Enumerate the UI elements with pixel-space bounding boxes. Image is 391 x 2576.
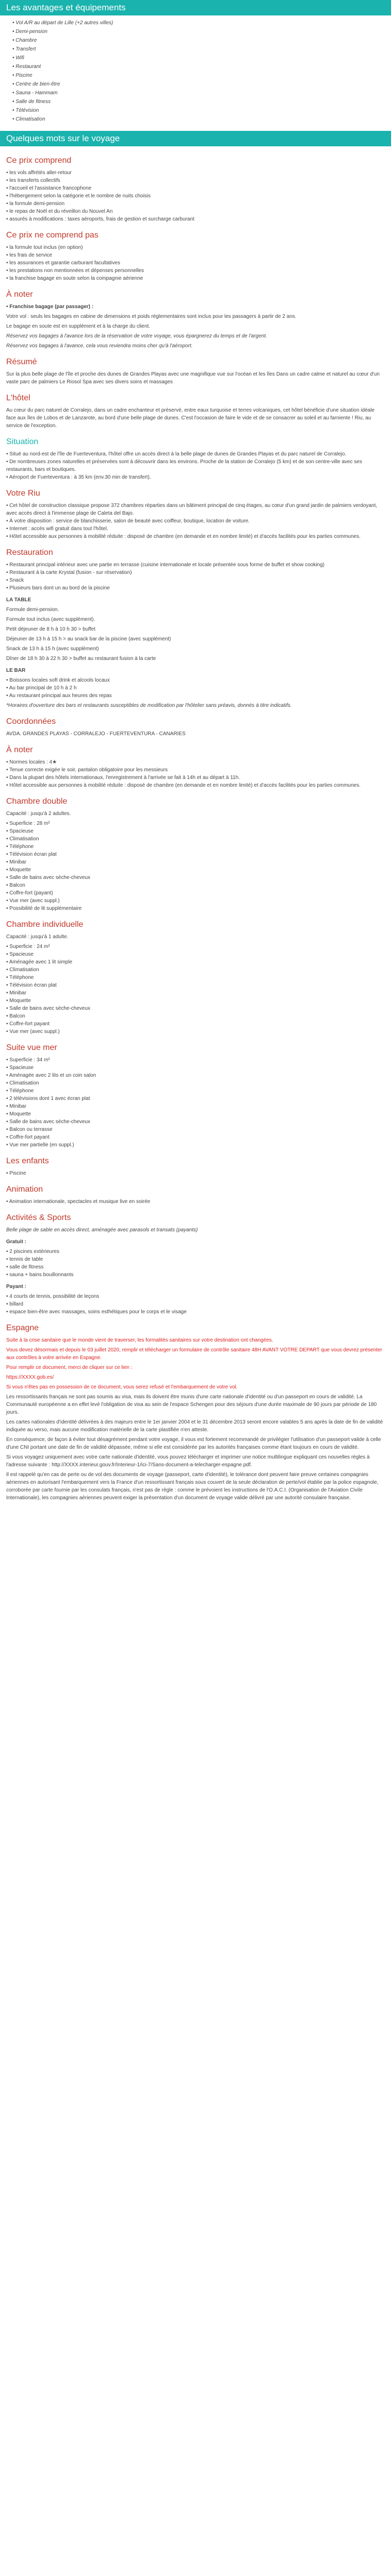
a-noter-1-title: À noter xyxy=(6,290,33,299)
table-line: Snack de 13 h à 15 h (avec supplément) xyxy=(6,646,99,652)
chambre-individuelle-list xyxy=(6,943,385,1036)
suite-vue-mer-title: Suite vue mer xyxy=(6,1043,57,1052)
a-noter-1-line: Réservez vos bagages à l'avance lors de la réservation de votre voyage, vous épargnerez du temps et de l'argent. xyxy=(6,333,267,339)
formalites-paragraph: Il est rappelé qu'en cas de perte ou de vol des documents de voyage (passeport, carte d'identité), le tolérance dont peuvent faire preuve certaines compagnies aériennes en autorisant l'embarquement vers la France d'un ressortissant français sous couvert de la seule déclaration de perte/vol établie par la police espagnole, corroborée par carte fournie par les consulats français, n'est pas de règle : comme le prévoient les instructions de l'O.A.C.I. (Organisation de l'Aviation Civile Internationale), les compagnies aériennes peuvent exiger la présentation d'un document de voyage valide délivré par une autorité consulaire française. xyxy=(6,1472,379,1501)
hotel-title: L'hôtel xyxy=(6,394,30,402)
prix-comprend-list xyxy=(6,169,385,223)
list-item: • Aménagée avec 2 lits et un coin salon xyxy=(6,1072,385,1079)
list-item: • les assurances et garantie carburant facultatives xyxy=(6,259,385,267)
a-noter-2-title: À noter xyxy=(6,745,33,754)
list-item: • Animation internationale, spectacles et musique live en soirée xyxy=(6,1198,385,1206)
espagne-title: Espagne xyxy=(6,1324,39,1332)
animation-list xyxy=(6,1198,385,1206)
list-item: • Dans la plupart des hôtels internationaux, l'enregistrement à l'arrivée se fait à 14h et au départ à 11h. xyxy=(6,774,385,782)
advantage-item: • Demi-pension xyxy=(12,27,391,36)
covid-notice: Suite à la crise sanitaire que le monde vient de traverser, les formalités sanitaires sur votre destination ont changées. xyxy=(6,1337,273,1343)
enfants-title: Les enfants xyxy=(6,1157,49,1165)
list-item: • Snack xyxy=(6,577,385,584)
advantage-item: • Climatisation xyxy=(12,115,391,124)
list-item: • Climatisation xyxy=(6,1079,385,1087)
advantage-item: • Sauna - Hammam xyxy=(12,89,391,97)
list-item: • 2 piscines extérieures xyxy=(6,1248,385,1256)
formalites-paragraph: Les ressortissants français ne sont pas soumis au visa, mais ils doivent être munis d'une carte nationale d'identité ou d'un passeport en cours de validité. La Communauté européenne a en effet levé l'obligation de visa au sein de l'espace Schengen pour des séjours d'une durée maximale de 90 jours par période de 180 jours. xyxy=(6,1394,377,1415)
list-item: • les transferts collectifs xyxy=(6,177,385,184)
list-item: • Télévision écran plat xyxy=(6,981,385,989)
list-item: • Coffre-fort payant xyxy=(6,1133,385,1141)
list-item: • Minibar xyxy=(6,858,385,866)
covid-notice: Vous devez désormais et depuis le 03 juillet 2020, remplir et télécharger un formulaire de contrôle sanitaire 48H AVANT VOTRE DEPART que vous devrez présenter aux contrôles à votre arrivée en Espagne. xyxy=(6,1347,382,1361)
advantage-item: • Vol A/R au départ de Lille (+2 autres villes) xyxy=(12,19,391,27)
advantages-list xyxy=(12,19,391,124)
activites-intro: Belle plage de sable en accès direct, aménagée avec parasols et transats (payants) xyxy=(6,1227,198,1233)
a-noter-2-list xyxy=(6,758,385,789)
restauration-list xyxy=(6,561,385,592)
horaires-note: *Horaires d'ouverture des bars et restaurants susceptibles de modification par l'hôtelier sans préavis, donnés à titre indicatifs. xyxy=(6,703,292,708)
list-item: • sauna + bains bouillonnants xyxy=(6,1271,385,1279)
list-item: • Coffre-fort payant xyxy=(6,1020,385,1028)
advantage-item: • Restaurant xyxy=(12,62,391,71)
list-item: • l'hébergement selon la catégorie et le nombre de nuits choisis xyxy=(6,192,385,200)
list-item: • Salle de bains avec sèche-cheveux xyxy=(6,1118,385,1126)
advantage-item: • Piscine xyxy=(12,71,391,80)
advantage-item: • Salle de fitness xyxy=(12,97,391,106)
list-item: • Balcon xyxy=(6,1012,385,1020)
list-item: • les prestations non mentionnées et dépenses personnelles xyxy=(6,267,385,275)
advantage-item: • Transfert xyxy=(12,45,391,54)
list-item: • Télévision écran plat xyxy=(6,851,385,858)
table-line: Formule demi-pension. xyxy=(6,607,59,613)
advantage-item: • Centre de bien-être xyxy=(12,80,391,89)
animation-title: Animation xyxy=(6,1185,43,1194)
list-item: • salle de fitness xyxy=(6,1263,385,1271)
hotel-text: Au cœur du parc naturel de Corralejo, dans un cadre enchanteur et préservé, entre eaux turquoise et terres volcaniques, cet hôtel bénéficie d'une situation idéale face aux îles de Lobos et de Lanzarote, au bord d'une belle plage de dunes. C'est l'occasion de faire le vide et de se consacrer au soleil et au farniente ! Riu, au service de l'exception. xyxy=(6,408,375,429)
votre-riu-list xyxy=(6,502,385,540)
list-item: • Minibar xyxy=(6,989,385,997)
section-title-voyage: Quelques mots sur le voyage xyxy=(0,131,391,146)
list-item: • assurés à modifications : taxes aéroports, frais de gestion et surcharge carburant xyxy=(6,215,385,223)
votre-riu-title: Votre Riu xyxy=(6,489,40,498)
list-item: • Hôtel accessible aux personnes à mobilité réduite : disposé de chambre (en demande et en nombre limité) et d'accès facilités pour les parties communes. xyxy=(6,533,385,540)
le-bar-list xyxy=(6,676,385,700)
chambre-individuelle-intro: Capacité : jusqu'à 1 adulte. xyxy=(6,934,69,940)
covid-notice: Si vous n'êtes pas en possession de ce document, vous serez refusé et l'embarquement de votre vol. xyxy=(6,1384,238,1390)
table-line: Petit déjeuner de 8 h à 10 h 30 > buffet xyxy=(6,626,96,632)
gratuit-list xyxy=(6,1248,385,1279)
chambre-double-title: Chambre double xyxy=(6,797,68,806)
situation-list xyxy=(6,450,385,481)
list-item: • Salle de bains avec sèche-cheveux xyxy=(6,1005,385,1012)
list-item: • De nombreuses zones naturelles et préservées sont à découvrir dans les environs. Proche de la station de Corralejo (5 km) et de son centre-ville avec ses restaurants, bars et boutiques. xyxy=(6,458,385,473)
table-line: Déjeuner de 13 h à 15 h > au snack bar de la piscine (avec supplément) xyxy=(6,636,171,642)
list-item: • Au restaurant principal aux heures des repas xyxy=(6,692,385,700)
advantage-item: • Chambre xyxy=(12,36,391,45)
list-item: • Vue mer (avec suppl.) xyxy=(6,1028,385,1036)
list-item: • Superficie : 28 m² xyxy=(6,820,385,827)
list-item: • Hôtel accessible aux personnes à mobilité réduite : disposé de chambre (en demande et en nombre limité) et d'accès facilités pour les parties communes. xyxy=(6,782,385,789)
list-item: • billard xyxy=(6,1300,385,1308)
formalites-paragraph: En conséquence, de façon à éviter tout désagrément pendant votre voyage, il vous est fortement recommandé de privilégier l'utilisation d'un passeport valide à celle d'une CNI portant une date de fin de validité dépassée, même si elle est considérée par les autorités françaises comme étant toujours en cours de validité. xyxy=(6,1437,381,1450)
list-item: • 4 courts de tennis, possibilité de leçons xyxy=(6,1293,385,1300)
list-item: • Spacieuse xyxy=(6,951,385,958)
advantages-title: Les avantages et équipements xyxy=(0,0,391,15)
list-item: • Situé au nord-est de l'île de Fuerteventura, l'hôtel offre un accès direct à la belle plage de dunes de Grandes Playas et du parc naturel de Corralejo. xyxy=(6,450,385,458)
list-item: • la formule tout inclus (en option) xyxy=(6,244,385,251)
prix-ne-comprend-title: Ce prix ne comprend pas xyxy=(6,231,99,240)
list-item: • Aménagée avec 1 lit simple xyxy=(6,958,385,966)
main-content xyxy=(0,146,391,1502)
list-item: • Boissons locales soft drink et alcools locaux xyxy=(6,676,385,684)
list-item: • Spacieuse xyxy=(6,827,385,835)
suite-vue-mer-list xyxy=(6,1056,385,1149)
list-item: • Normes locales : 4★ xyxy=(6,758,385,766)
a-noter-1-line: Réservez vos bagages à l'avance, cela vous reviendra moins cher qu'à l'aéroport. xyxy=(6,343,193,349)
restauration-title: Restauration xyxy=(6,548,53,557)
list-item: • les vols affrétés aller-retour xyxy=(6,169,385,177)
list-item: • Téléphone xyxy=(6,1087,385,1095)
a-noter-1-line: Le bagage en soute est en supplément et à la charge du client. xyxy=(6,324,151,329)
list-item: • Aéroport de Fuerteventura : à 35 km (env.30 min de transfert). xyxy=(6,473,385,481)
covid-notice: Pour remplir ce document, merci de cliquer sur ce lien : xyxy=(6,1365,133,1370)
list-item: • Restaurant principal intérieur avec une partie en terrasse (cuisine internationale et locale présentée sous forme de buffet et show cooking) xyxy=(6,561,385,569)
list-item: • Moquette xyxy=(6,997,385,1005)
enfants-list xyxy=(6,1170,385,1177)
prix-ne-comprend-list xyxy=(6,244,385,282)
formalites-paragraph: Les cartes nationales d'identité délivrées à des majeurs entre le 1er janvier 2004 et le 31 décembre 2013 seront encore valables 5 ans après la date de fin de validité indiquée au verso, mais aucune modification matérielle de la carte plastifiée n'en atteste. xyxy=(6,1419,383,1433)
list-item: • Balcon xyxy=(6,882,385,889)
list-item: • Au bar principal de 10 h à 2 h xyxy=(6,684,385,692)
situation-title: Situation xyxy=(6,437,39,446)
list-item: • Cet hôtel de construction classique propose 372 chambres réparties dans un bâtiment principal de cinq étages, au cœur d'un grand jardin de palmiers verdoyant, avec accès direct à l'immense plage de Caleta del Bajo. xyxy=(6,502,385,517)
la-table-lines xyxy=(6,606,385,663)
chambre-individuelle-title: Chambre individuelle xyxy=(6,920,84,929)
le-bar-title: LE BAR xyxy=(6,668,26,673)
coordonnees-title: Coordonnées xyxy=(6,717,56,726)
la-table-title: LA TABLE xyxy=(6,597,31,603)
list-item: • Climatisation xyxy=(6,835,385,843)
list-item: • Coffre-fort (payant) xyxy=(6,889,385,897)
list-item: • la formule demi-pension xyxy=(6,200,385,208)
payant-title: Payant : xyxy=(6,1284,26,1290)
chambre-double-intro: Capacité : jusqu'à 2 adultes. xyxy=(6,811,71,817)
list-item: • Vue mer partielle (en suppl.) xyxy=(6,1141,385,1149)
list-item: • la franchise bagage en soute selon la compagnie aérienne xyxy=(6,275,385,282)
list-item: • le repas de Noël et du réveillon du Nouvel An xyxy=(6,208,385,215)
payant-list xyxy=(6,1293,385,1316)
list-item: • Piscine xyxy=(6,1170,385,1177)
list-item: • Téléphone xyxy=(6,974,385,981)
list-item: • Superficie : 34 m² xyxy=(6,1056,385,1064)
list-item: • Possibilité de lit supplémentaire xyxy=(6,905,385,912)
list-item: • Spacieuse xyxy=(6,1064,385,1072)
list-item: • Vue mer (avec suppl.) xyxy=(6,897,385,905)
list-item: • Climatisation xyxy=(6,966,385,974)
list-item: • les frais de service xyxy=(6,251,385,259)
coordonnees-text: AVDA. GRANDES PLAYAS - CORRALEJO - FUERTEVENTURA - CANARIES xyxy=(6,731,186,737)
a-noter-1-line: Votre vol : seuls les bagages en cabine de dimensions et poids réglementaires sont inclus pour les passagers à partir de 2 ans. xyxy=(6,314,297,319)
list-item: • 2 télévisions dont 1 avec écran plat xyxy=(6,1095,385,1103)
list-item: • Téléphone xyxy=(6,843,385,851)
list-item: • À votre disposition : service de blanchisserie, salon de beauté avec coiffeur, boutique, location de voiture. xyxy=(6,517,385,525)
advantage-item: • Wifi xyxy=(12,54,391,62)
prix-comprend-title: Ce prix comprend xyxy=(6,156,72,165)
chambre-double-list xyxy=(6,820,385,912)
list-item: • Balcon ou terrasse xyxy=(6,1126,385,1133)
list-item: • Moquette xyxy=(6,866,385,874)
list-item: • Internet : accès wifi gratuit dans tout l'hôtel. xyxy=(6,525,385,533)
franchise-bagage: • Franchise bagage (par passager) : xyxy=(6,304,94,310)
formalites-paragraph: Si vous voyagez uniquement avec votre carte nationale d'identité, vous pouvez télécharger et imprimer une notice multilingue expliquant ces nouvelles règles à l'adresse suivante : http://XXXX.interieur.gouv.fr/Interieur-1/ici-7/Sans-document-a-telecharger-espagne.pdf. xyxy=(6,1454,370,1468)
list-item: • tennis de table xyxy=(6,1256,385,1263)
table-line: Dîner de 18 h 30 à 22 h 30 > buffet au restaurant fusion à la carte xyxy=(6,656,156,662)
gratuit-title: Gratuit : xyxy=(6,1239,26,1245)
covid-form-link[interactable]: https://XXXX.gob.es/ xyxy=(6,1375,54,1380)
resume-text: Sur la plus belle plage de l'île et proche des dunes de Grandes Playas avec une magnifique vue sur l'océan et les îles Dans un cadre calme et naturel au cœur d'un vaste parc de palmiers Le Riosol Spa avec ses divers soins et massages xyxy=(6,371,380,385)
list-item: • Moquette xyxy=(6,1110,385,1118)
advantage-item: • Télévision xyxy=(12,106,391,115)
activites-title: Activités & Sports xyxy=(6,1213,71,1222)
list-item: • espace bien-être avec massages, soins esthétiques pour le corps et le visage xyxy=(6,1308,385,1316)
list-item: • l'accueil et l'assistance francophone xyxy=(6,184,385,192)
list-item: • Superficie : 24 m² xyxy=(6,943,385,951)
list-item: • Minibar xyxy=(6,1103,385,1110)
list-item: • Tenue correcte exigée le soir, pantalon obligatoire pour les messieurs xyxy=(6,766,385,774)
list-item: • Plusieurs bars dont un au bord de la piscine xyxy=(6,584,385,592)
list-item: • Restaurant à la carte Krystal (fusion - sur réservation) xyxy=(6,569,385,577)
resume-title: Résumé xyxy=(6,358,37,366)
table-line: Formule tout inclus (avec supplément). xyxy=(6,617,95,622)
list-item: • Salle de bains avec sèche-cheveux xyxy=(6,874,385,882)
